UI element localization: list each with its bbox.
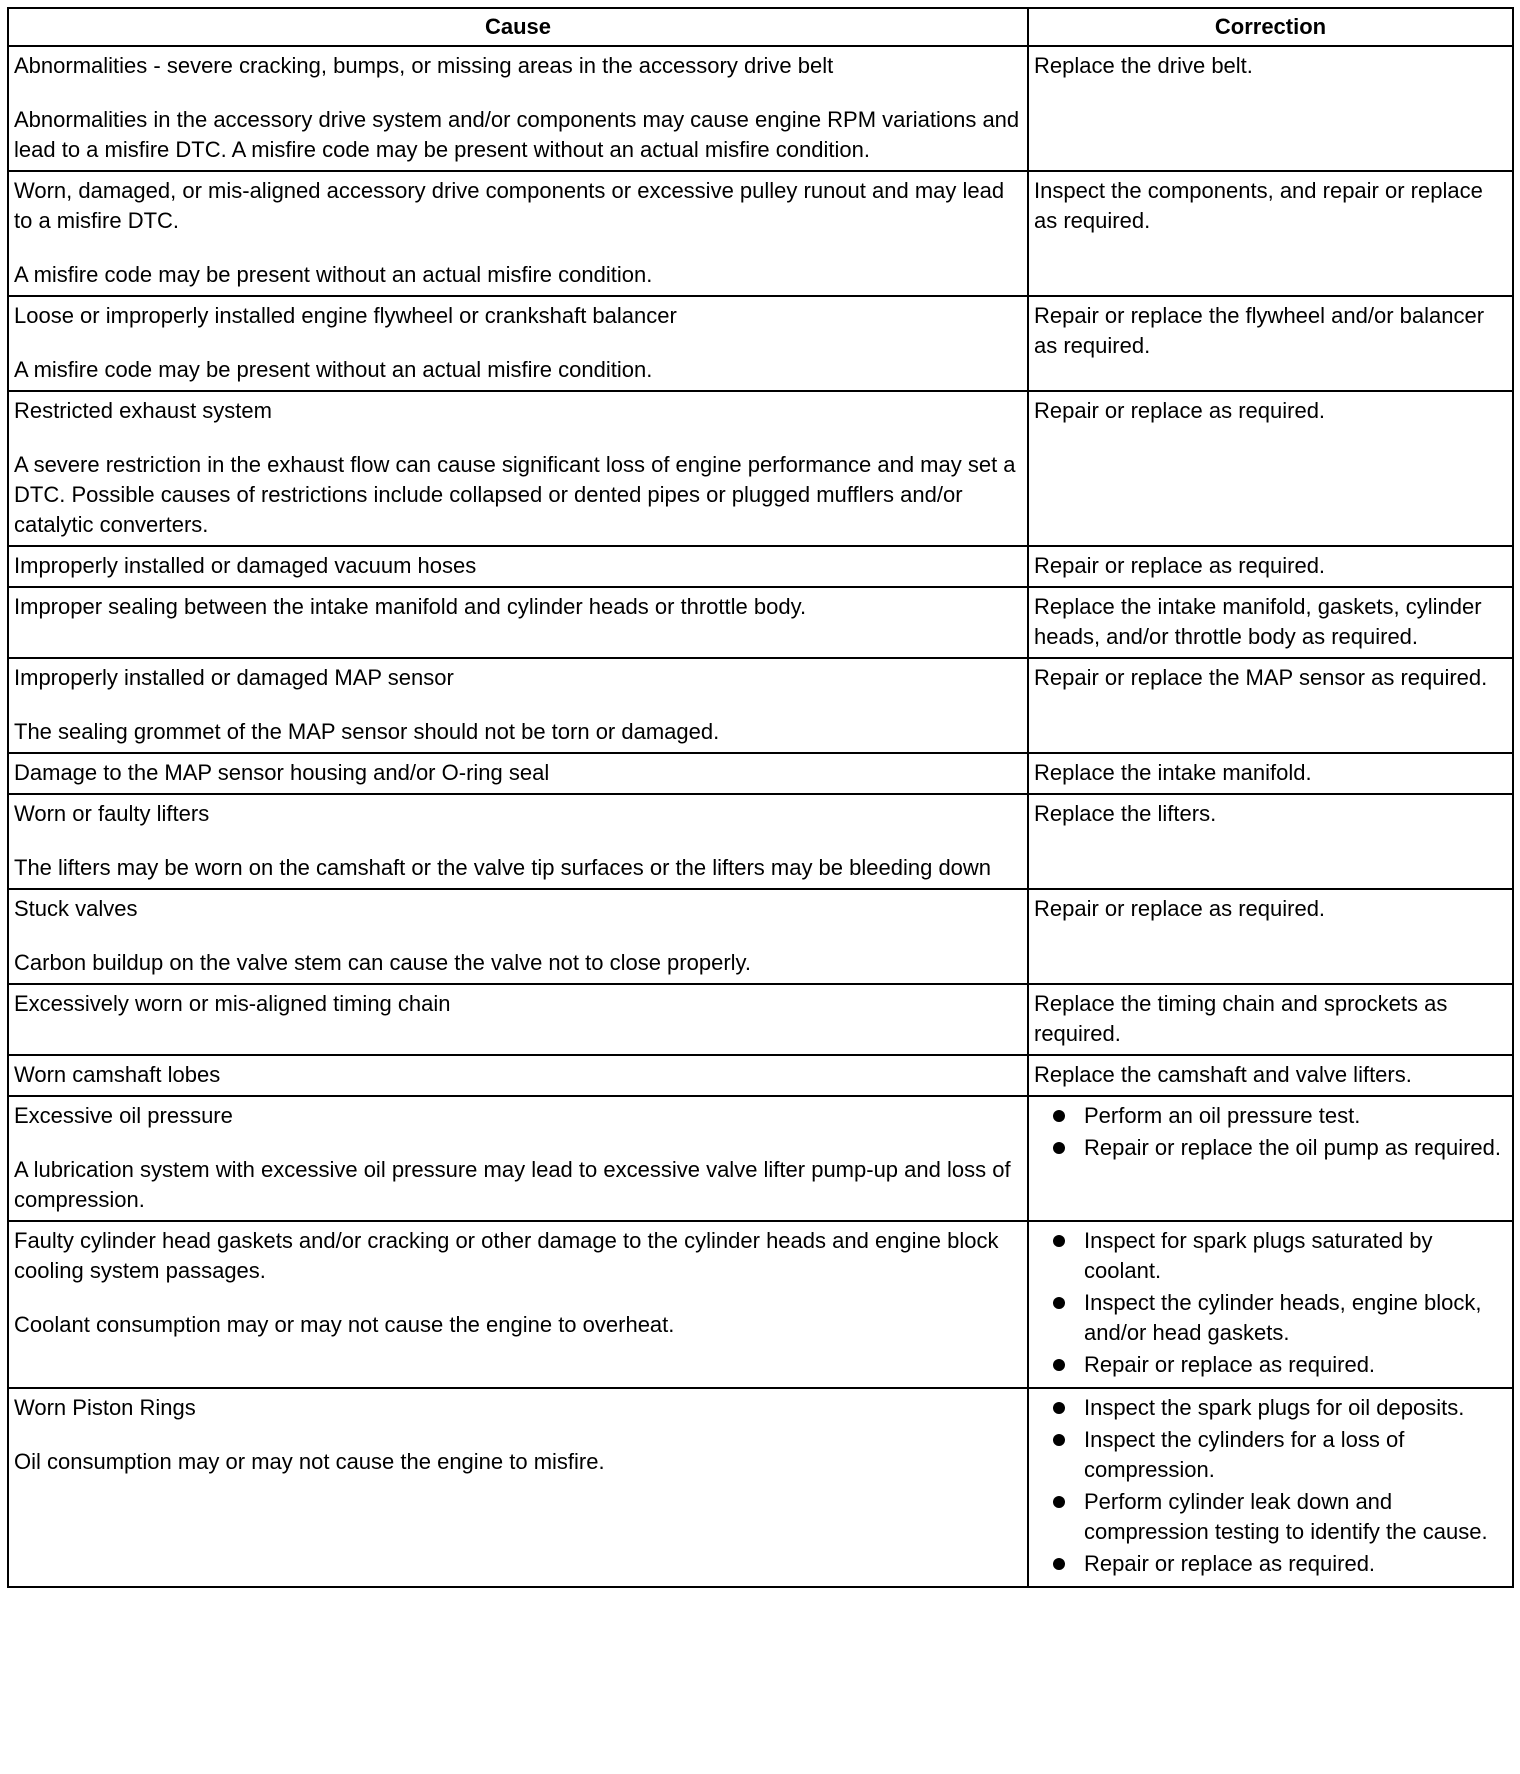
- table-row: [8, 889, 1513, 984]
- correction-cell: [1028, 546, 1513, 587]
- table-row: [8, 46, 1513, 171]
- cause-cell: [8, 1096, 1028, 1221]
- correction-text: Repair or replace as required.: [1034, 553, 1326, 578]
- cause-description: The sealing grommet of the MAP sensor should not be torn or damaged.: [14, 719, 720, 744]
- correction-cell: [1028, 984, 1513, 1055]
- cause-title: Worn camshaft lobes: [14, 1062, 221, 1087]
- cause-cell: [8, 658, 1028, 753]
- correction-step: [1084, 1393, 1506, 1423]
- cause-cell: [8, 1388, 1028, 1587]
- cause-title: Stuck valves: [14, 896, 138, 921]
- cause-description: A lubrication system with excessive oil pressure may lead to excessive valve lifter pump-up and loss of compression.: [14, 1157, 1011, 1212]
- correction-cell: [1028, 296, 1513, 391]
- bullet-icon: [1053, 1110, 1065, 1122]
- cause-title: Faulty cylinder head gaskets and/or cracking or other damage to the cylinder heads and engine block cooling system passages.: [14, 1228, 999, 1283]
- correction-step: [1084, 1425, 1506, 1485]
- table-row: [8, 587, 1513, 658]
- correction-cell: [1028, 889, 1513, 984]
- table-row: [8, 794, 1513, 889]
- correction-steps-list: [1034, 1101, 1506, 1163]
- cause-description: A severe restriction in the exhaust flow can cause significant loss of engine performance and may set a DTC. Possible causes of restrictions include collapsed or dented pipes or plugged mufflers and/or catalytic converters.: [14, 452, 1016, 537]
- correction-step: [1084, 1487, 1506, 1547]
- cause-title: Excessively worn or mis-aligned timing chain: [14, 991, 451, 1016]
- bullet-icon: [1053, 1359, 1065, 1371]
- correction-cell: [1028, 753, 1513, 794]
- cause-cell: [8, 753, 1028, 794]
- correction-text: Replace the intake manifold, gaskets, cylinder heads, and/or throttle body as required.: [1034, 594, 1482, 649]
- cause-cell: [8, 587, 1028, 658]
- correction-text: Replace the timing chain and sprockets as required.: [1034, 991, 1448, 1046]
- correction-text: Replace the intake manifold.: [1034, 760, 1312, 785]
- cause-title: Excessive oil pressure: [14, 1103, 233, 1128]
- correction-step-text: Repair or replace as required.: [1084, 1352, 1376, 1377]
- table-row: [8, 546, 1513, 587]
- correction-step-text: Inspect the cylinder heads, engine block, and/or head gaskets.: [1084, 1290, 1482, 1345]
- cause-description: A misfire code may be present without an actual misfire condition.: [14, 357, 653, 382]
- cause-description: A misfire code may be present without an actual misfire condition.: [14, 262, 653, 287]
- table-row: [8, 1221, 1513, 1388]
- cause-cell: [8, 794, 1028, 889]
- cause-title: Worn or faulty lifters: [14, 801, 210, 826]
- correction-cell: [1028, 171, 1513, 296]
- correction-cell: [1028, 1055, 1513, 1096]
- correction-step-text: Inspect the spark plugs for oil deposits.: [1084, 1395, 1465, 1420]
- cause-description: Oil consumption may or may not cause the engine to misfire.: [14, 1449, 605, 1474]
- correction-text: Repair or replace the flywheel and/or balancer as required.: [1034, 303, 1485, 358]
- cause-cell: [8, 1221, 1028, 1388]
- cause-title: Abnormalities - severe cracking, bumps, or missing areas in the accessory drive belt: [14, 53, 834, 78]
- cause-cell: [8, 171, 1028, 296]
- cause-cell: [8, 546, 1028, 587]
- table-row: [8, 658, 1513, 753]
- correction-text: Replace the camshaft and valve lifters.: [1034, 1062, 1412, 1087]
- correction-column-header: Correction: [1028, 8, 1513, 46]
- bullet-icon: [1053, 1142, 1065, 1154]
- correction-step-text: Perform cylinder leak down and compression testing to identify the cause.: [1084, 1489, 1488, 1544]
- cause-column-header: Cause: [8, 8, 1028, 46]
- correction-cell: [1028, 658, 1513, 753]
- correction-text: Repair or replace the MAP sensor as required.: [1034, 665, 1488, 690]
- cause-cell: [8, 391, 1028, 546]
- table-row: [8, 1055, 1513, 1096]
- cause-cell: [8, 46, 1028, 171]
- cause-correction-table: [7, 7, 1514, 1588]
- table-body: [8, 46, 1513, 1587]
- correction-cell: [1028, 391, 1513, 546]
- correction-text: Replace the drive belt.: [1034, 53, 1253, 78]
- table-row: [8, 296, 1513, 391]
- correction-text: Repair or replace as required.: [1034, 896, 1326, 921]
- bullet-icon: [1053, 1235, 1065, 1247]
- cause-title: Improperly installed or damaged MAP sensor: [14, 665, 454, 690]
- correction-step-text: Perform an oil pressure test.: [1084, 1103, 1361, 1128]
- correction-cell: [1028, 587, 1513, 658]
- cause-cell: [8, 1055, 1028, 1096]
- correction-step-text: Repair or replace as required.: [1084, 1551, 1376, 1576]
- table-row: [8, 171, 1513, 296]
- cause-title: Worn, damaged, or mis-aligned accessory drive components or excessive pulley runout and may lead to a misfire DTC.: [14, 178, 1005, 233]
- correction-steps-list: [1034, 1226, 1506, 1380]
- header-row: [8, 8, 1513, 46]
- bullet-icon: [1053, 1434, 1065, 1446]
- cause-title: Worn Piston Rings: [14, 1395, 196, 1420]
- correction-step: [1084, 1133, 1506, 1163]
- table-row: [8, 984, 1513, 1055]
- table-row: [8, 753, 1513, 794]
- bullet-icon: [1053, 1297, 1065, 1309]
- correction-step-text: Repair or replace the oil pump as required.: [1084, 1135, 1502, 1160]
- correction-text: Repair or replace as required.: [1034, 398, 1326, 423]
- correction-step-text: Inspect for spark plugs saturated by coolant.: [1084, 1228, 1433, 1283]
- table-row: [8, 391, 1513, 546]
- correction-text: Replace the lifters.: [1034, 801, 1217, 826]
- cause-cell: [8, 296, 1028, 391]
- correction-cell: [1028, 46, 1513, 171]
- cause-cell: [8, 889, 1028, 984]
- cause-cell: [8, 984, 1028, 1055]
- cause-title: Damage to the MAP sensor housing and/or O-ring seal: [14, 760, 550, 785]
- cause-description: Abnormalities in the accessory drive system and/or components may cause engine RPM variations and lead to a misfire DTC. A misfire code may be present without an actual misfire condition.: [14, 107, 1020, 162]
- bullet-icon: [1053, 1558, 1065, 1570]
- bullet-icon: [1053, 1496, 1065, 1508]
- correction-step: [1084, 1288, 1506, 1348]
- table-row: [8, 1388, 1513, 1587]
- correction-step-text: Inspect the cylinders for a loss of compression.: [1084, 1427, 1405, 1482]
- table-row: [8, 1096, 1513, 1221]
- correction-step: [1084, 1549, 1506, 1579]
- correction-step: [1084, 1101, 1506, 1131]
- correction-steps-list: [1034, 1393, 1506, 1579]
- correction-step: [1084, 1226, 1506, 1286]
- cause-title: Restricted exhaust system: [14, 398, 272, 423]
- cause-title: Improper sealing between the intake manifold and cylinder heads or throttle body.: [14, 594, 807, 619]
- cause-description: Coolant consumption may or may not cause the engine to overheat.: [14, 1312, 675, 1337]
- correction-cell: [1028, 1221, 1513, 1388]
- cause-description: The lifters may be worn on the camshaft or the valve tip surfaces or the lifters may be bleeding down: [14, 855, 992, 880]
- correction-text: Inspect the components, and repair or replace as required.: [1034, 178, 1483, 233]
- bullet-icon: [1053, 1402, 1065, 1414]
- correction-cell: [1028, 1096, 1513, 1221]
- cause-description: Carbon buildup on the valve stem can cause the valve not to close properly.: [14, 950, 752, 975]
- correction-cell: [1028, 1388, 1513, 1587]
- correction-cell: [1028, 794, 1513, 889]
- correction-step: [1084, 1350, 1506, 1380]
- cause-title: Improperly installed or damaged vacuum hoses: [14, 553, 477, 578]
- cause-title: Loose or improperly installed engine flywheel or crankshaft balancer: [14, 303, 677, 328]
